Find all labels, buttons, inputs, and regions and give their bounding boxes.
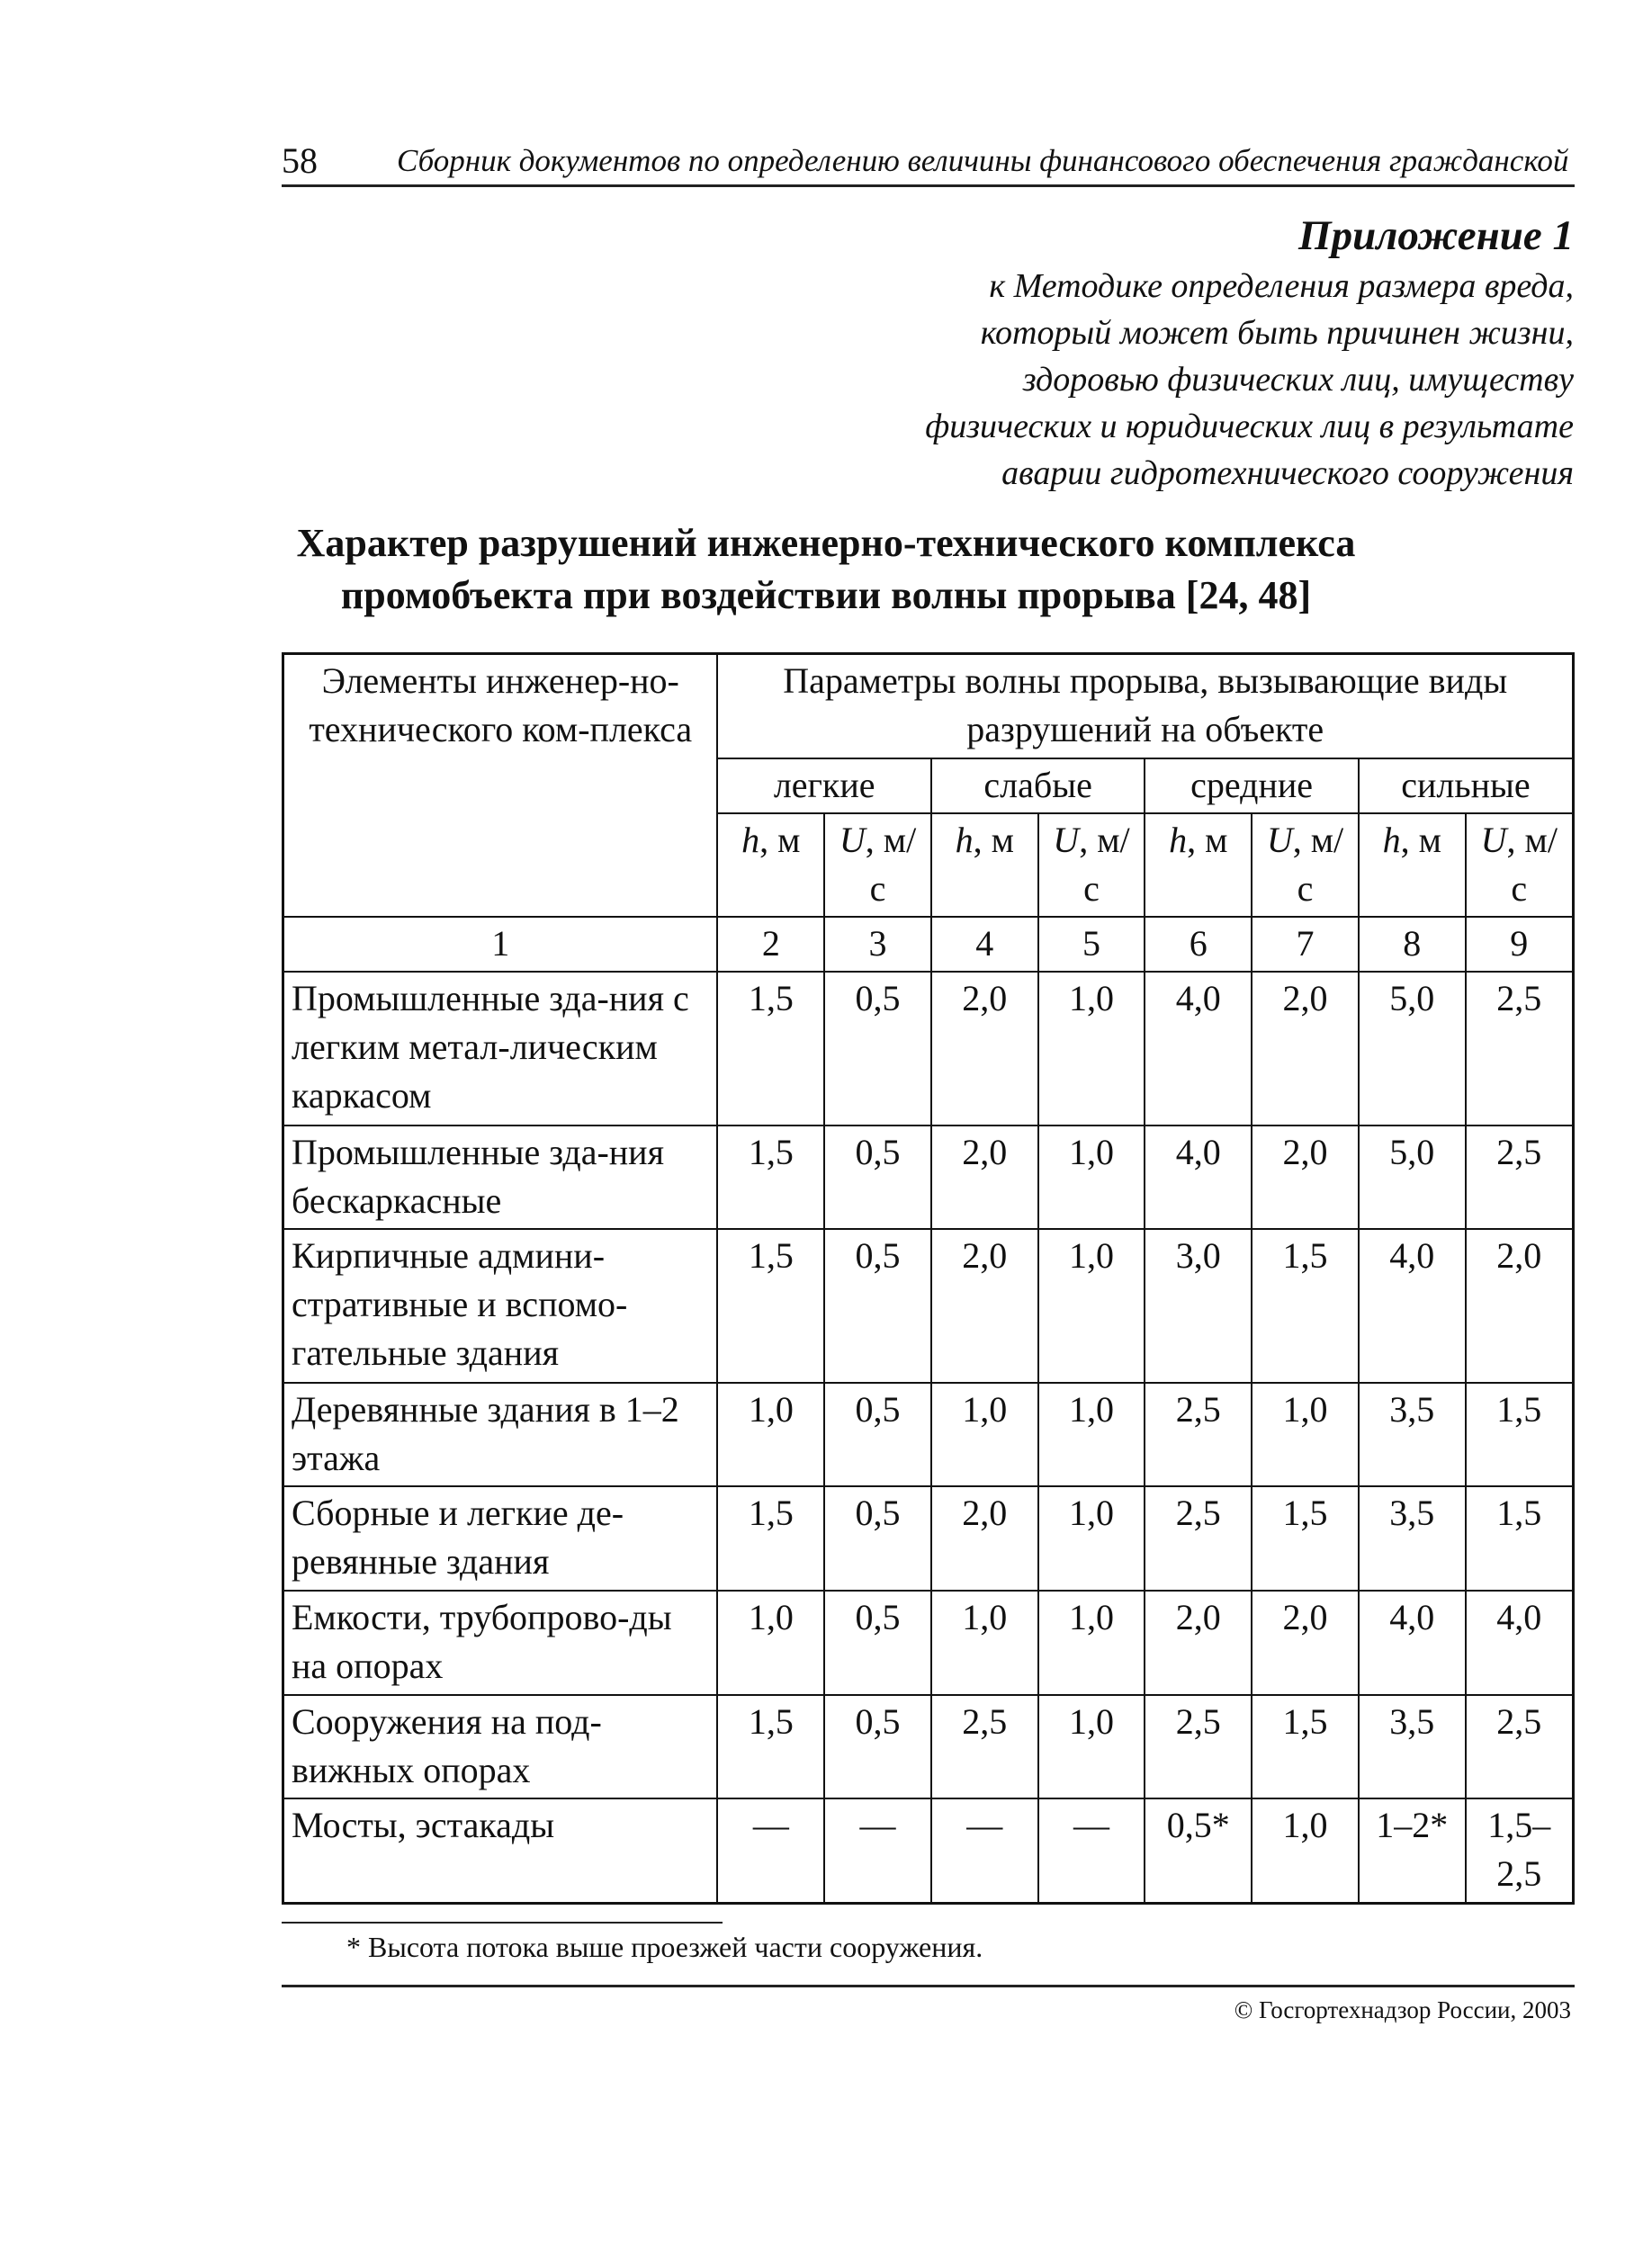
value-cell: 1,0 (1252, 1383, 1359, 1487)
value-cell: 0,5* (1145, 1798, 1252, 1903)
column-number: 9 (1466, 917, 1574, 972)
appendix-line: к Методике определения размера вреда, (989, 267, 1574, 305)
parameter-unit: , м/с (865, 819, 917, 909)
value-cell: 1–2* (1359, 1798, 1466, 1903)
sub-header-cell (824, 813, 931, 918)
table-row (283, 972, 1574, 1125)
page-number: 58 (282, 140, 318, 181)
appendix-line: который может быть причинен жизни, (980, 314, 1574, 352)
table-title (0, 517, 1652, 622)
sub-header-cell (931, 813, 1038, 918)
parameter-symbol: U (1480, 819, 1507, 860)
sub-header-cell (717, 813, 824, 918)
column-header-elements: Элементы инженер-но-технического ком-плекса (283, 654, 718, 918)
parameter-unit: , м/с (1079, 819, 1130, 909)
table-row (283, 1591, 1574, 1695)
value-cell: 2,0 (1466, 1229, 1574, 1382)
damage-level-light: легкие (717, 758, 930, 813)
value-cell: — (1038, 1798, 1145, 1903)
parameter-symbol: h (955, 819, 974, 860)
table-row (283, 1798, 1574, 1903)
value-cell: 1,0 (717, 1591, 824, 1695)
value-cell: 1,0 (717, 1383, 824, 1487)
appendix-block (925, 209, 1574, 497)
value-cell: 2,0 (1252, 1591, 1359, 1695)
column-number: 6 (1145, 917, 1252, 972)
value-cell: 1,5 (1466, 1486, 1574, 1591)
element-name-cell: Сооружения на под-вижных опорах (283, 1695, 718, 1799)
parameter-unit: , м (973, 819, 1014, 860)
value-cell: 1,5 (717, 1126, 824, 1230)
parameter-unit: , м/с (1506, 819, 1558, 909)
appendix-line: аварии гидротехнического сооружения (1001, 454, 1574, 492)
sub-header-cell (1145, 813, 1252, 918)
value-cell: 3,5 (1359, 1695, 1466, 1799)
value-cell: 0,5 (824, 1486, 931, 1591)
table-row (283, 1486, 1574, 1591)
header-row (283, 654, 1574, 758)
value-cell: 3,0 (1145, 1229, 1252, 1382)
footnote: * Высота потока выше проезжей части сооружения. (346, 1931, 983, 1963)
element-name-cell: Сборные и легкие де-ревянные здания (283, 1486, 718, 1591)
value-cell: 1,5 (717, 1229, 824, 1382)
sub-header-cell (1359, 813, 1466, 918)
value-cell: 4,0 (1466, 1591, 1574, 1695)
value-cell: 2,5 (1145, 1695, 1252, 1799)
appendix-line: здоровью физических лиц, имуществу (1022, 361, 1574, 399)
element-name-cell: Мосты, эстакады (283, 1798, 718, 1903)
value-cell: 1,0 (1038, 1591, 1145, 1695)
element-name-cell: Емкости, трубопрово-ды на опорах (283, 1591, 718, 1695)
table-row (283, 1126, 1574, 1230)
page-header (282, 138, 1575, 187)
value-cell: 2,0 (1252, 972, 1359, 1125)
parameter-unit: , м (1400, 819, 1441, 860)
parameter-unit: , м (1187, 819, 1228, 860)
value-cell: 2,0 (931, 972, 1038, 1125)
value-cell: 2,5 (1145, 1486, 1252, 1591)
table-row (283, 1695, 1574, 1799)
table-row (283, 1383, 1574, 1487)
column-number: 1 (283, 917, 718, 972)
value-cell: 1,0 (1038, 1229, 1145, 1382)
value-cell: — (824, 1798, 931, 1903)
footnote-rule (282, 1922, 723, 1924)
value-cell: 1,0 (1038, 1126, 1145, 1230)
table-body (283, 654, 1574, 1904)
parameter-symbol: U (839, 819, 866, 860)
copyright: © Госгортехнадзор России, 2003 (1234, 1996, 1571, 2023)
parameter-symbol: U (1053, 819, 1080, 860)
parameter-unit: , м/с (1292, 819, 1344, 909)
element-name-cell: Деревянные здания в 1–2 этажа (283, 1383, 718, 1487)
appendix-title: Приложение 1 (1298, 212, 1574, 259)
value-cell: 1,5 (1252, 1229, 1359, 1382)
value-cell: 0,5 (824, 1229, 931, 1382)
value-cell: 5,0 (1359, 972, 1466, 1125)
column-number: 8 (1359, 917, 1466, 972)
value-cell: 1,0 (1038, 1486, 1145, 1591)
table-row (283, 1229, 1574, 1382)
parameter-symbol: h (1169, 819, 1188, 860)
column-number: 2 (717, 917, 824, 972)
value-cell: 2,5 (1145, 1383, 1252, 1487)
sub-header-cell (1038, 813, 1145, 918)
column-number: 4 (931, 917, 1038, 972)
sub-header-cell (1252, 813, 1359, 918)
value-cell: 1,5 (717, 1486, 824, 1591)
value-cell: 0,5 (824, 1383, 931, 1487)
value-cell: 4,0 (1359, 1591, 1466, 1695)
value-cell: 5,0 (1359, 1126, 1466, 1230)
table-title-line: Характер разрушений инженерно-технического комплекса (296, 521, 1356, 565)
value-cell: 1,0 (1252, 1798, 1359, 1903)
value-cell: 1,0 (1038, 1383, 1145, 1487)
appendix-line: физических и юридических лиц в результате (925, 408, 1574, 445)
value-cell: 2,0 (931, 1229, 1038, 1382)
value-cell: 1,0 (931, 1591, 1038, 1695)
running-title: Сборник документов по определению величины финансового обеспечения гражданской (397, 143, 1569, 178)
bottom-rule (282, 1985, 1575, 1987)
column-number: 7 (1252, 917, 1359, 972)
column-header-params: Параметры волны прорыва, вызывающие виды разрушений на объекте (717, 654, 1573, 758)
column-number: 3 (824, 917, 931, 972)
value-cell: 2,5 (1466, 1126, 1574, 1230)
damage-level-weak: слабые (931, 758, 1145, 813)
element-name-cell: Промышленные зда-ния бескаркасные (283, 1126, 718, 1230)
table-title-line: промобъекта при воздействии волны прорыва [24, 48] (340, 573, 1312, 617)
damage-level-medium: средние (1145, 758, 1359, 813)
element-name-cell: Промышленные зда-ния с легким метал-лическим каркасом (283, 972, 718, 1125)
value-cell: 2,0 (1145, 1591, 1252, 1695)
value-cell: — (931, 1798, 1038, 1903)
value-cell: 4,0 (1359, 1229, 1466, 1382)
value-cell: 2,5 (1466, 972, 1574, 1125)
value-cell: 1,0 (1038, 1695, 1145, 1799)
value-cell: 1,5 (1252, 1486, 1359, 1591)
parameter-symbol: h (741, 819, 760, 860)
damage-level-strong: сильные (1359, 758, 1574, 813)
value-cell: 3,5 (1359, 1383, 1466, 1487)
parameter-unit: , м (759, 819, 801, 860)
value-cell: 4,0 (1145, 1126, 1252, 1230)
value-cell: 1,5 (717, 972, 824, 1125)
value-cell: 0,5 (824, 1126, 931, 1230)
value-cell: 0,5 (824, 972, 931, 1125)
column-number-row (283, 917, 1574, 972)
value-cell: 1,5–2,5 (1466, 1798, 1574, 1903)
value-cell: 1,5 (1466, 1383, 1574, 1487)
value-cell: 2,0 (1252, 1126, 1359, 1230)
value-cell: 3,5 (1359, 1486, 1466, 1591)
destruction-table (282, 652, 1575, 1905)
value-cell: 1,5 (1252, 1695, 1359, 1799)
column-number: 5 (1038, 917, 1145, 972)
value-cell: 2,0 (931, 1126, 1038, 1230)
value-cell: 4,0 (1145, 972, 1252, 1125)
value-cell: 1,0 (1038, 972, 1145, 1125)
value-cell: 2,5 (931, 1695, 1038, 1799)
parameter-symbol: U (1266, 819, 1293, 860)
sub-header-cell (1466, 813, 1574, 918)
value-cell: 0,5 (824, 1695, 931, 1799)
value-cell: 1,0 (931, 1383, 1038, 1487)
value-cell: 1,5 (717, 1695, 824, 1799)
value-cell: 0,5 (824, 1591, 931, 1695)
value-cell: 2,0 (931, 1486, 1038, 1591)
parameter-symbol: h (1382, 819, 1401, 860)
value-cell: — (717, 1798, 824, 1903)
element-name-cell: Кирпичные админи-стративные и вспомо-гательные здания (283, 1229, 718, 1382)
value-cell: 2,5 (1466, 1695, 1574, 1799)
